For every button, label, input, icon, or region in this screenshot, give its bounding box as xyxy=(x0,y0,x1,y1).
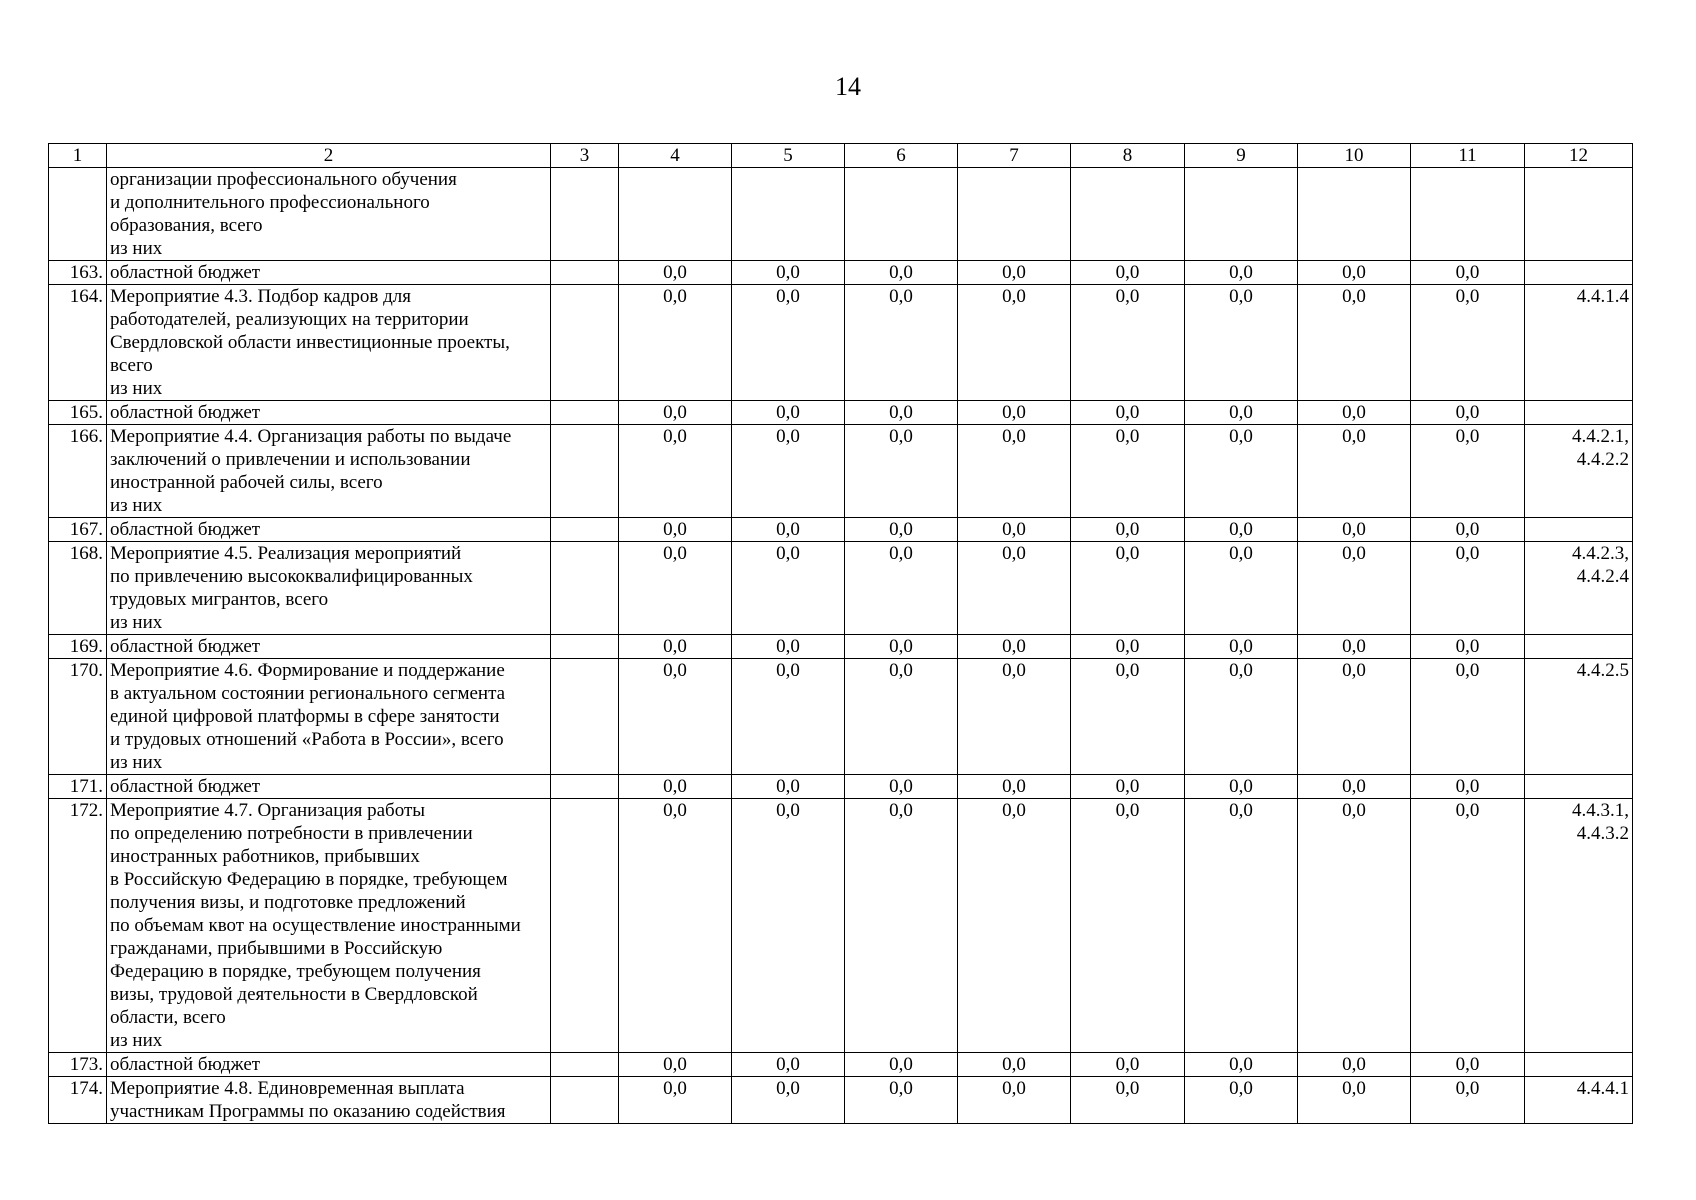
row-description: Мероприятие 4.5. Реализация мероприятий по привлечению высококвалифицированных трудовых мигрантов, всего из них xyxy=(107,542,551,635)
row-reference: 4.4.4.1 xyxy=(1525,1077,1633,1124)
row-value: 0,0 xyxy=(619,775,732,799)
header-cell: 1 xyxy=(49,144,107,168)
row-value: 0,0 xyxy=(845,285,958,401)
row-value: 0,0 xyxy=(1071,799,1185,1053)
row-value: 0,0 xyxy=(1298,518,1411,542)
table-row xyxy=(49,1077,1633,1124)
row-value: 0,0 xyxy=(845,542,958,635)
row-value: 0,0 xyxy=(732,1077,845,1124)
row-value: 0,0 xyxy=(1071,1077,1185,1124)
row-value: 0,0 xyxy=(845,425,958,518)
row-col3 xyxy=(551,425,619,518)
row-value: 0,0 xyxy=(958,518,1071,542)
row-value: 0,0 xyxy=(1298,799,1411,1053)
header-cell: 5 xyxy=(732,144,845,168)
table-row xyxy=(49,799,1633,1053)
row-reference xyxy=(1525,1053,1633,1077)
table-row xyxy=(49,401,1633,425)
row-value: 0,0 xyxy=(1185,775,1298,799)
row-value: 0,0 xyxy=(1298,635,1411,659)
table-row xyxy=(49,775,1633,799)
row-value: 0,0 xyxy=(1071,542,1185,635)
row-reference: 4.4.2.1, 4.4.2.2 xyxy=(1525,425,1633,518)
row-value: 0,0 xyxy=(958,775,1071,799)
row-value: 0,0 xyxy=(1411,261,1525,285)
header-cell: 3 xyxy=(551,144,619,168)
row-value: 0,0 xyxy=(732,425,845,518)
row-value: 0,0 xyxy=(732,401,845,425)
header-cell: 10 xyxy=(1298,144,1411,168)
row-value: 0,0 xyxy=(1071,401,1185,425)
row-reference xyxy=(1525,168,1633,261)
row-col3 xyxy=(551,261,619,285)
row-number: 170. xyxy=(49,659,107,775)
row-value: 0,0 xyxy=(732,775,845,799)
row-value: 0,0 xyxy=(1185,542,1298,635)
row-reference: 4.4.3.1, 4.4.3.2 xyxy=(1525,799,1633,1053)
row-reference xyxy=(1525,775,1633,799)
row-value: 0,0 xyxy=(958,635,1071,659)
row-value: 0,0 xyxy=(1185,518,1298,542)
table-row xyxy=(49,425,1633,518)
row-number: 167. xyxy=(49,518,107,542)
row-value: 0,0 xyxy=(732,659,845,775)
row-value: 0,0 xyxy=(1298,401,1411,425)
row-reference xyxy=(1525,635,1633,659)
row-value: 0,0 xyxy=(1185,285,1298,401)
header-cell: 4 xyxy=(619,144,732,168)
row-value xyxy=(1071,168,1185,261)
row-value: 0,0 xyxy=(958,542,1071,635)
row-value: 0,0 xyxy=(1185,799,1298,1053)
table-row xyxy=(49,659,1633,775)
row-value: 0,0 xyxy=(1411,542,1525,635)
row-value: 0,0 xyxy=(619,1077,732,1124)
row-value: 0,0 xyxy=(845,1077,958,1124)
row-value: 0,0 xyxy=(619,401,732,425)
row-description: Мероприятие 4.6. Формирование и поддержание в актуальном состоянии регионального сегмента единой цифровой платформы в сфере занятости и трудовых отношений «Работа в России», всего из них xyxy=(107,659,551,775)
row-number: 163. xyxy=(49,261,107,285)
row-value: 0,0 xyxy=(1298,285,1411,401)
row-value: 0,0 xyxy=(619,799,732,1053)
table-row xyxy=(49,518,1633,542)
row-value: 0,0 xyxy=(619,518,732,542)
row-number: 169. xyxy=(49,635,107,659)
row-description: областной бюджет xyxy=(107,775,551,799)
row-description: областной бюджет xyxy=(107,518,551,542)
row-value: 0,0 xyxy=(1411,401,1525,425)
table-row xyxy=(49,542,1633,635)
page-number: 14 xyxy=(835,72,861,101)
row-description: областной бюджет xyxy=(107,261,551,285)
row-value: 0,0 xyxy=(732,518,845,542)
row-number: 173. xyxy=(49,1053,107,1077)
row-col3 xyxy=(551,1053,619,1077)
header-cell: 9 xyxy=(1185,144,1298,168)
row-value: 0,0 xyxy=(1185,261,1298,285)
row-col3 xyxy=(551,799,619,1053)
row-value: 0,0 xyxy=(619,635,732,659)
row-reference: 4.4.1.4 xyxy=(1525,285,1633,401)
row-value: 0,0 xyxy=(1071,261,1185,285)
row-value: 0,0 xyxy=(619,659,732,775)
row-value xyxy=(958,168,1071,261)
table-row xyxy=(49,168,1633,261)
row-value: 0,0 xyxy=(1071,425,1185,518)
row-description: Мероприятие 4.7. Организация работы по определению потребности в привлечении иностранных работников, прибывших в Российскую Федерацию в порядке, требующем получения визы, и подготовке предложений по объемам квот на осуществление иностранными гражданами, прибывшими в Российскую Федерацию в порядке, требующем получения визы, трудовой деятельности в Свердловской области, всего из них xyxy=(107,799,551,1053)
header-cell: 11 xyxy=(1411,144,1525,168)
row-value xyxy=(1298,168,1411,261)
header-cell: 8 xyxy=(1071,144,1185,168)
row-value: 0,0 xyxy=(1298,261,1411,285)
row-value: 0,0 xyxy=(619,542,732,635)
row-value: 0,0 xyxy=(1298,775,1411,799)
row-value: 0,0 xyxy=(732,261,845,285)
row-description: Мероприятие 4.4. Организация работы по выдаче заключений о привлечении и использовании иностранной рабочей силы, всего из них xyxy=(107,425,551,518)
row-value: 0,0 xyxy=(1411,775,1525,799)
row-reference xyxy=(1525,401,1633,425)
row-value: 0,0 xyxy=(619,261,732,285)
row-value: 0,0 xyxy=(1411,425,1525,518)
row-value: 0,0 xyxy=(1411,635,1525,659)
budget-table xyxy=(48,143,1633,1124)
row-col3 xyxy=(551,168,619,261)
row-value: 0,0 xyxy=(1071,1053,1185,1077)
table-row xyxy=(49,1053,1633,1077)
row-value: 0,0 xyxy=(732,1053,845,1077)
row-value: 0,0 xyxy=(845,401,958,425)
row-value xyxy=(845,168,958,261)
row-col3 xyxy=(551,518,619,542)
row-value: 0,0 xyxy=(845,261,958,285)
row-value: 0,0 xyxy=(1411,285,1525,401)
row-value: 0,0 xyxy=(845,799,958,1053)
row-value: 0,0 xyxy=(1071,518,1185,542)
row-description: областной бюджет xyxy=(107,1053,551,1077)
row-col3 xyxy=(551,659,619,775)
row-description: Мероприятие 4.3. Подбор кадров для работодателей, реализующих на территории Свердловской области инвестиционные проекты, всего из них xyxy=(107,285,551,401)
header-cell: 12 xyxy=(1525,144,1633,168)
row-value: 0,0 xyxy=(1298,542,1411,635)
row-value: 0,0 xyxy=(1411,1053,1525,1077)
row-reference: 4.4.2.3, 4.4.2.4 xyxy=(1525,542,1633,635)
row-value: 0,0 xyxy=(1298,425,1411,518)
row-description: областной бюджет xyxy=(107,635,551,659)
row-col3 xyxy=(551,401,619,425)
row-description: Мероприятие 4.8. Единовременная выплата участникам Программы по оказанию содействия xyxy=(107,1077,551,1124)
row-value: 0,0 xyxy=(1185,635,1298,659)
row-value: 0,0 xyxy=(958,799,1071,1053)
table-row xyxy=(49,635,1633,659)
row-value: 0,0 xyxy=(1071,635,1185,659)
row-value: 0,0 xyxy=(1185,1053,1298,1077)
row-value: 0,0 xyxy=(1071,775,1185,799)
header-cell: 2 xyxy=(107,144,551,168)
row-col3 xyxy=(551,775,619,799)
header-cell: 7 xyxy=(958,144,1071,168)
row-value: 0,0 xyxy=(1185,425,1298,518)
row-reference xyxy=(1525,518,1633,542)
row-value: 0,0 xyxy=(619,1053,732,1077)
row-value: 0,0 xyxy=(1071,659,1185,775)
row-value: 0,0 xyxy=(1071,285,1185,401)
row-reference: 4.4.2.5 xyxy=(1525,659,1633,775)
row-value: 0,0 xyxy=(619,285,732,401)
row-value: 0,0 xyxy=(958,659,1071,775)
header-cell: 6 xyxy=(845,144,958,168)
row-value: 0,0 xyxy=(732,635,845,659)
row-number xyxy=(49,168,107,261)
row-value: 0,0 xyxy=(845,659,958,775)
row-value: 0,0 xyxy=(619,425,732,518)
row-number: 171. xyxy=(49,775,107,799)
row-value xyxy=(619,168,732,261)
row-number: 174. xyxy=(49,1077,107,1124)
row-col3 xyxy=(551,635,619,659)
row-value: 0,0 xyxy=(958,401,1071,425)
row-col3 xyxy=(551,285,619,401)
row-value: 0,0 xyxy=(732,285,845,401)
row-value: 0,0 xyxy=(1298,659,1411,775)
row-value: 0,0 xyxy=(958,1077,1071,1124)
table-row xyxy=(49,285,1633,401)
row-col3 xyxy=(551,542,619,635)
row-value: 0,0 xyxy=(732,542,845,635)
row-value: 0,0 xyxy=(958,425,1071,518)
row-value: 0,0 xyxy=(1185,401,1298,425)
row-value: 0,0 xyxy=(1411,518,1525,542)
row-value xyxy=(732,168,845,261)
row-value: 0,0 xyxy=(1411,659,1525,775)
row-value: 0,0 xyxy=(1411,1077,1525,1124)
table-header-row xyxy=(49,144,1633,168)
row-value: 0,0 xyxy=(1185,1077,1298,1124)
row-value xyxy=(1185,168,1298,261)
row-value: 0,0 xyxy=(1185,659,1298,775)
row-value: 0,0 xyxy=(845,1053,958,1077)
row-value: 0,0 xyxy=(958,1053,1071,1077)
row-value: 0,0 xyxy=(845,518,958,542)
table-row xyxy=(49,261,1633,285)
row-description: организации профессионального обучения и дополнительного профессионального образования, всего из них xyxy=(107,168,551,261)
row-reference xyxy=(1525,261,1633,285)
row-value: 0,0 xyxy=(958,261,1071,285)
row-value xyxy=(1411,168,1525,261)
row-number: 168. xyxy=(49,542,107,635)
row-value: 0,0 xyxy=(958,285,1071,401)
row-number: 165. xyxy=(49,401,107,425)
row-value: 0,0 xyxy=(732,799,845,1053)
row-col3 xyxy=(551,1077,619,1124)
row-value: 0,0 xyxy=(845,635,958,659)
row-value: 0,0 xyxy=(845,775,958,799)
row-number: 166. xyxy=(49,425,107,518)
row-value: 0,0 xyxy=(1298,1077,1411,1124)
row-number: 164. xyxy=(49,285,107,401)
row-description: областной бюджет xyxy=(107,401,551,425)
row-value: 0,0 xyxy=(1411,799,1525,1053)
row-number: 172. xyxy=(49,799,107,1053)
row-value: 0,0 xyxy=(1298,1053,1411,1077)
